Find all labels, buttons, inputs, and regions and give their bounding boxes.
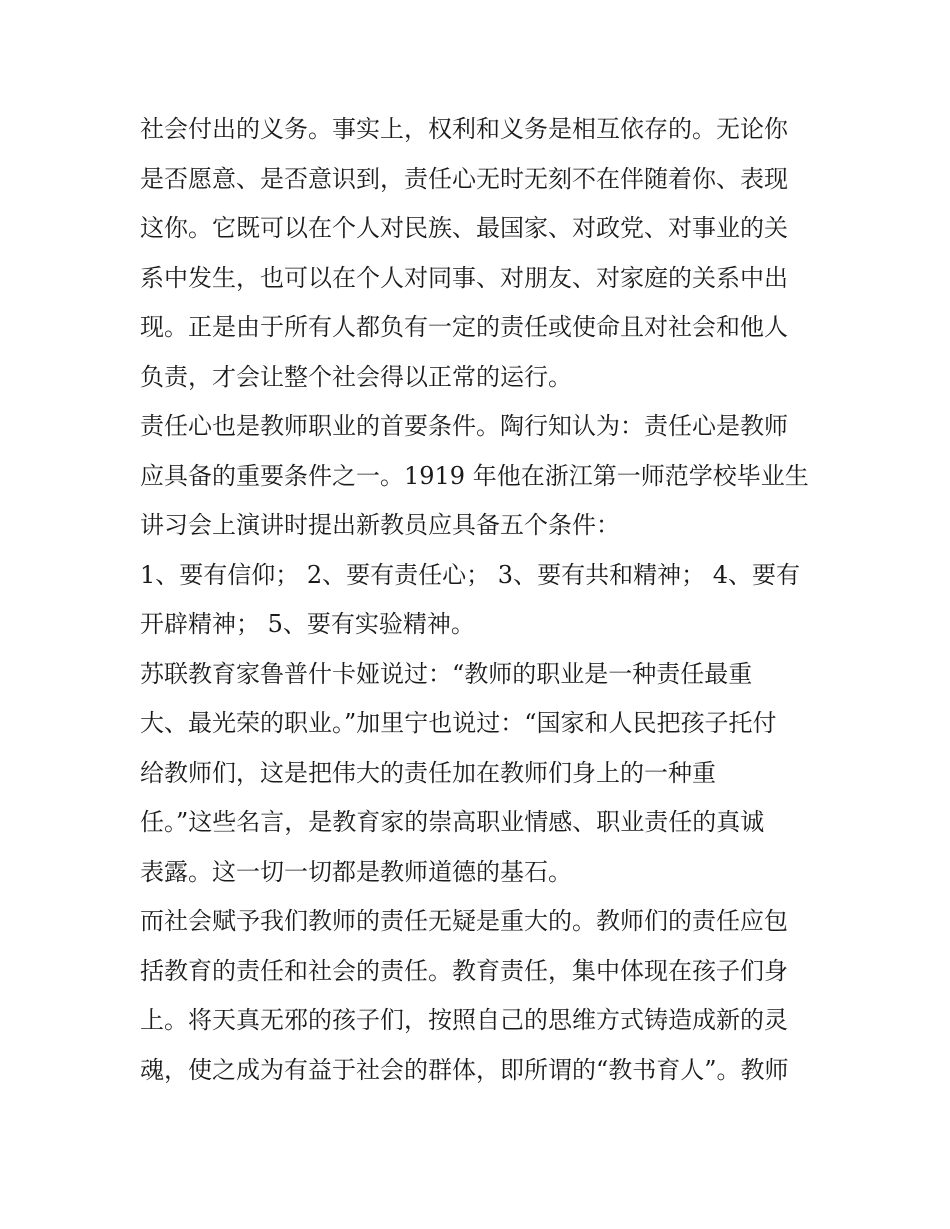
text-line: 是否愿意、是否意识到，责任心无时无刻不在伴随着你、表现: [140, 164, 788, 193]
text-line: 讲习会上演讲时提出新教员应具备五个条件：: [140, 511, 620, 539]
text-line: 苏联教育家鲁普什卡娅说过：“教师的职业是一种责任最重: [140, 659, 753, 688]
text-line: 而社会赋予我们教师的责任无疑是重大的。教师们的责任应包: [140, 907, 788, 935]
text-line: 任。”这些名言，是教育家的崇高职业情感、职业责任的真诚: [140, 808, 765, 836]
text-line: 上。将天真无邪的孩子们，按照自己的思维方式铸造成新的灵: [140, 1006, 788, 1034]
text-line: 社会付出的义务。事实上，权利和义务是相互依存的。无论你: [140, 115, 788, 143]
text-line: 这你。它既可以在个人对民族、最国家、对政党、对事业的关: [140, 214, 788, 242]
text-line: 大、最光荣的职业。”加里宁也说过：“国家和人民把孩子托付: [140, 709, 777, 737]
document-body: [140, 105, 820, 1095]
text-line: 责任心也是教师职业的首要条件。陶行知认为：责任心是教师: [140, 412, 788, 440]
text-line: 开辟精神； 5、要有实验精神。: [140, 610, 475, 638]
text-line: 现。正是由于所有人都负有一定的责任或使命且对社会和他人: [140, 313, 788, 341]
text-line: 魂，使之成为有益于社会的群体，即所谓的“教书育人”。教师: [140, 1055, 789, 1084]
text-line: 系中发生，也可以在个人对同事、对朋友、对家庭的关系中出: [140, 263, 788, 292]
text-line: 括教育的责任和社会的责任。教育责任，集中体现在孩子们身: [140, 956, 788, 985]
text-line: 负责，才会让整个社会得以正常的运行。: [140, 362, 572, 391]
text-line: 应具备的重要条件之一。1919 年他在浙江第一师范学校毕业生: [140, 461, 809, 490]
text-line: 1、要有信仰； 2、要有责任心； 3、要有共和精神； 4、要有: [140, 560, 800, 589]
text-line: 表露。这一切一切都是教师道德的基石。: [140, 857, 572, 886]
text-line: 给教师们，这是把伟大的责任加在教师们身上的一种重: [140, 758, 716, 787]
